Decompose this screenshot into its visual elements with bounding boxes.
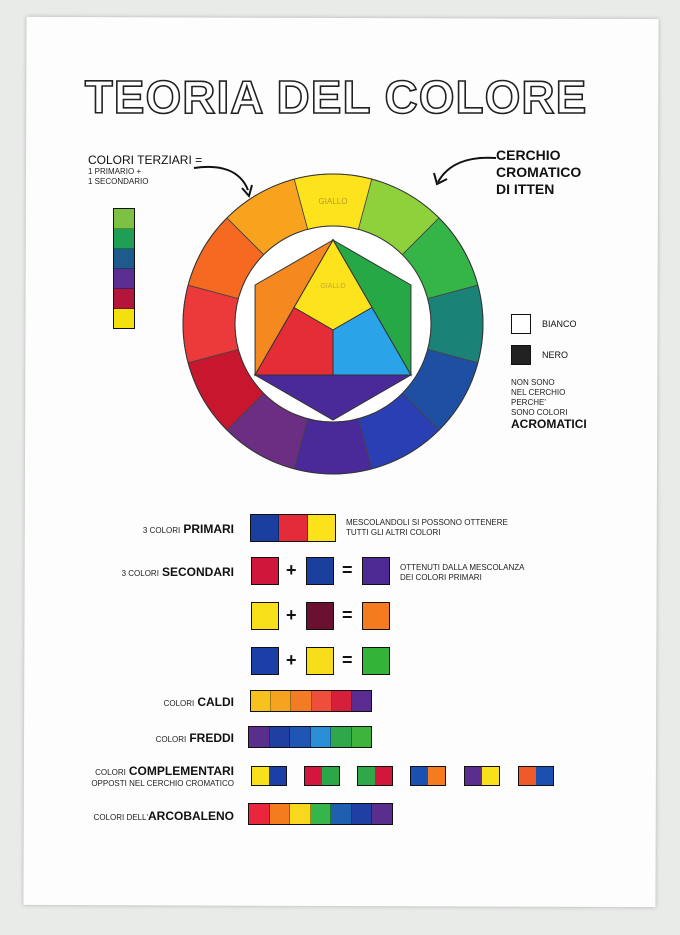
arcobaleno-swatch [290,804,311,824]
itten-color-wheel [175,168,491,480]
primari-swatch [251,515,279,541]
caldi-swatch [352,691,371,711]
arcobaleno-emph: ARCOBALENO [148,809,234,823]
wheel-title-block [496,147,581,198]
secondari-swatch [306,647,334,675]
primari-prefix: 3 COLORI [142,526,181,535]
secondari-emph: SECONDARI [161,565,234,579]
complementari-swatch [358,767,375,785]
complementari-swatch [482,767,499,785]
primari-swatch [308,515,335,541]
secondari-swatch [362,647,390,675]
caldi-swatch [332,691,352,711]
black-swatch [511,345,531,365]
primari-note-1: MESCOLANDOLI SI POSSONO OTTENERE [346,518,508,527]
complementari-pair [251,766,287,786]
tertiary-swatch [114,269,134,289]
freddi-emph: FREDDI [189,731,234,745]
primari-note [346,518,508,538]
arcobaleno-swatch [311,804,332,824]
equals-sign: = [342,605,353,625]
caldi-label [120,696,234,710]
primari-label [120,523,234,537]
arcobaleno-swatch [352,804,373,824]
caldi-emph: CALDI [197,695,234,709]
complementari-swatch [519,767,536,785]
caldi-swatch [291,691,311,711]
caldi-swatch [251,691,271,711]
achromatic-note-3: PERCHE' [511,398,546,407]
tertiary-swatch [114,289,134,309]
poster-title: TEORIA DEL COLORE [84,71,588,123]
secondari-swatch [362,557,390,585]
secondari-swatch [362,602,390,630]
caldi-swatch [271,691,291,711]
complementari-swatch [269,767,286,785]
complementari-swatch [305,767,322,785]
complementari-prefix: COLORI [95,768,126,777]
caldi-swatches [250,690,372,712]
primari-swatch [279,515,307,541]
complementari-label [88,765,234,789]
arcobaleno-swatch [372,804,392,824]
freddi-swatch [270,727,291,747]
achromatic-emph: ACROMATICI [511,417,587,431]
wheel-title-line-2: CROMATICO [496,164,582,180]
caldi-swatch [312,691,332,711]
freddi-swatch [249,727,270,747]
wheel-title-line-3: DI ITTEN [496,181,555,197]
wheel-title-line-1: CERCHIO [496,147,561,163]
secondari-label [110,566,234,580]
freddi-prefix: COLORI [155,735,187,744]
complementari-sub: OPPOSTI NEL CERCHIO CROMATICO [91,779,234,788]
complementari-swatch [428,767,445,785]
complementari-pair [304,766,340,786]
wheel-label-yellow: GIALLO [318,197,348,206]
complementari-swatch [465,767,482,785]
achromatic-note [511,378,587,431]
freddi-swatches [248,726,372,748]
secondari-swatch [306,557,334,585]
caldi-prefix: COLORI [163,699,195,708]
arcobaleno-swatch [270,804,291,824]
tertiary-swatch [114,249,134,269]
complementari-emph: COMPLEMENTARI [128,764,234,778]
arcobaleno-swatch [331,804,352,824]
complementari-swatch [536,767,553,785]
plus-sign: + [286,560,297,580]
freddi-swatch [352,727,372,747]
tertiary-line-2: 1 SECONDARIO [88,177,149,186]
freddi-swatch [290,727,311,747]
freddi-swatch [311,727,332,747]
secondari-swatch [251,602,279,630]
complementari-swatch [322,767,339,785]
tertiary-color-strip [113,208,135,329]
achromatic-note-2: NEL CERCHIO [511,388,566,397]
complementari-swatch [375,767,392,785]
secondari-note [400,563,524,583]
freddi-label [120,732,234,746]
secondari-prefix: 3 COLORI [121,569,159,578]
black-label: NERO [542,350,569,360]
complementari-pair [464,766,500,786]
secondari-note-1: OTTENUTI DALLA MESCOLANZA [400,563,525,572]
tertiary-swatch [114,209,134,229]
primari-note-2: TUTTI GLI ALTRI COLORI [346,528,441,537]
tertiary-line-1: 1 PRIMARIO + [88,167,142,176]
complementari-pair [357,766,393,786]
secondari-swatch [306,602,334,630]
equals-sign: = [342,560,353,580]
complementari-swatch [411,767,428,785]
secondari-swatch [251,557,279,585]
secondari-swatch [251,647,279,675]
plus-sign: + [286,605,297,625]
achromatic-note-4: SONO COLORI [511,408,568,417]
tertiary-swatch [114,229,134,249]
complementari-pair [518,766,554,786]
complementari-swatch [252,767,269,785]
white-label: BIANCO [542,319,577,329]
primari-emph: PRIMARI [183,522,234,536]
equals-sign: = [342,650,353,670]
complementari-pair [410,766,446,786]
arcobaleno-prefix: COLORI DELL' [93,813,148,822]
wheel-center-label: GIALLO [320,283,346,290]
secondari-note-2: DEI COLORI PRIMARI [400,573,482,582]
arcobaleno-swatch [249,804,270,824]
achromatic-note-1: NON SONO [511,378,555,387]
plus-sign: + [286,650,297,670]
primari-swatches [250,514,336,542]
white-swatch [511,314,531,334]
tertiary-heading: COLORI TERZIARI = [88,153,203,167]
freddi-swatch [331,727,352,747]
tertiary-swatch [114,309,134,328]
arcobaleno-swatches [248,803,393,825]
arcobaleno-label [80,810,234,824]
